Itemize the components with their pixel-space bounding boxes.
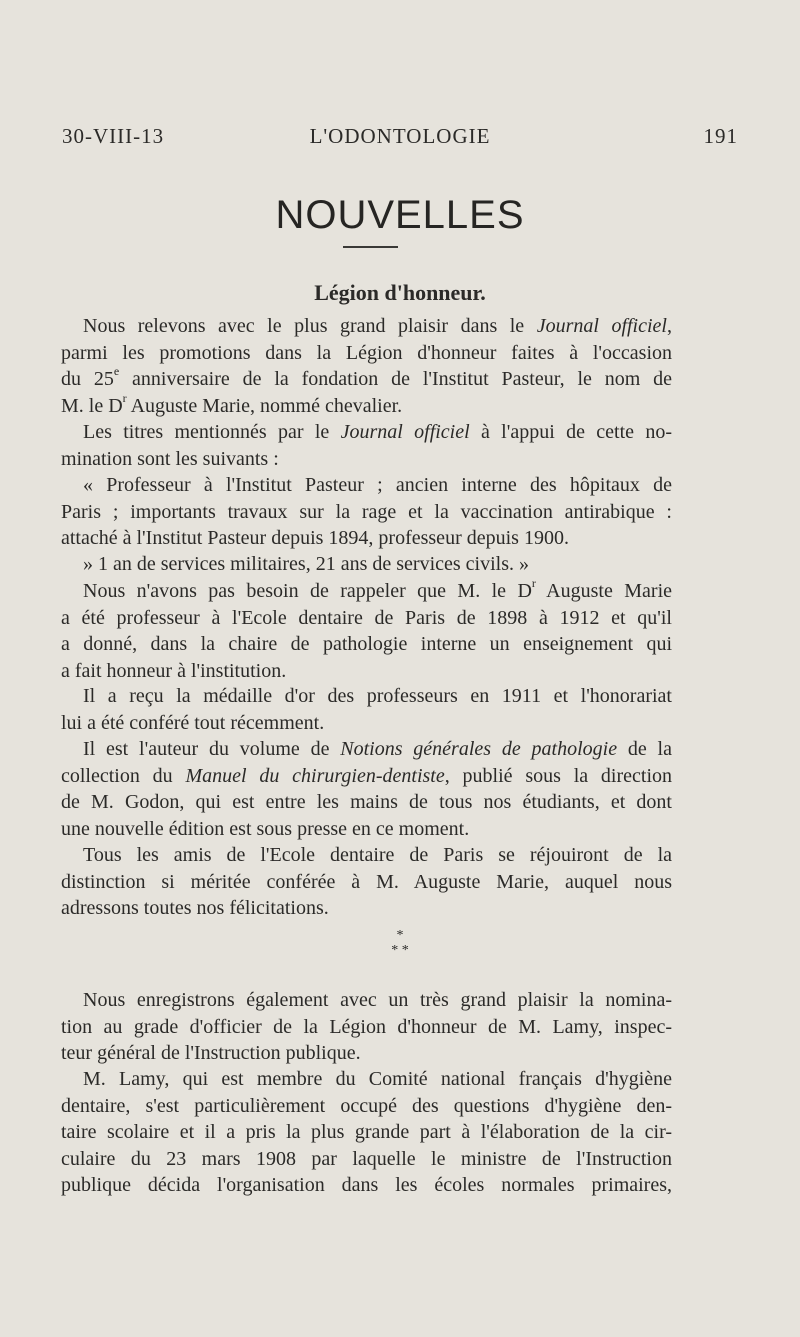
text-line: a fait honneur à l'institution.: [61, 659, 287, 682]
text-line: mination sont les suivants :: [61, 447, 279, 470]
text-line: une nouvelle édition est sous presse en ce moment.: [61, 817, 470, 840]
text-line: » 1 an de services militaires, 21 ans de services civils. »: [83, 553, 529, 575]
text-line: M. Lamy, qui est membre du Comité national français d'hygiène: [83, 1068, 672, 1090]
text-line: a été professeur à l'Ecole dentaire de Paris de 1898 à 1912 et qu'il: [61, 606, 672, 629]
text-line: Les titres mentionnés par le Journal officiel à l'appui de cette no-: [83, 421, 672, 443]
page-number: 191: [703, 124, 738, 148]
book-title: Notions générales de pathologie: [340, 738, 618, 760]
separator-stars-bottom: * *: [391, 943, 409, 958]
text-line: attaché à l'Institut Pasteur depuis 1894, professeur depuis 1900.: [61, 527, 569, 549]
text-line: Paris ; importants travaux sur la rage et la vaccination antirabique :: [61, 500, 672, 523]
text-line: Il est l'auteur du volume de Notions générales de pathologie de la: [83, 738, 672, 760]
paragraph-4-quote: [61, 551, 672, 578]
text-line: publique décida l'organisation dans les écoles normales primaires,: [61, 1174, 672, 1196]
journal-reference: Journal officiel: [536, 315, 667, 337]
text-line: tion au grade d'officier de la Légion d'honneur de M. Lamy, inspec-: [61, 1015, 672, 1038]
running-header: [62, 124, 738, 154]
text-line: teur général de l'Instruction publique.: [61, 1042, 361, 1064]
text-line: dentaire, s'est particulièrement occupé des questions d'hygiène den-: [61, 1094, 672, 1117]
section-separator: [0, 928, 800, 958]
paragraph-10: [61, 1066, 672, 1199]
text-line: Tous les amis de l'Ecole dentaire de Paris se réjouiront de la: [83, 844, 672, 866]
text-line: a donné, dans la chaire de pathologie interne un enseignement qui: [61, 633, 672, 655]
text-line: de M. Godon, qui est entre les mains de tous nos étudiants, et dont: [61, 791, 672, 813]
text-line: culaire du 23 mars 1908 par laquelle le ministre de l'Instruction: [61, 1147, 672, 1170]
text-line: Il a reçu la médaille d'or des professeurs en 1911 et l'honorariat: [83, 685, 672, 707]
text-line: M. le $D^r$ Auguste Marie, nommé chevalier.: [61, 390, 403, 417]
article-subtitle: Légion d'honneur.: [314, 280, 486, 305]
journal-reference: Journal officiel: [340, 421, 470, 443]
paragraph-7: [61, 736, 672, 842]
paragraph-3-quote: [61, 472, 672, 552]
text-line: taire scolaire et il a pris la plus grande part à l'élaboration de la cir-: [61, 1121, 672, 1143]
book-title: Manuel du chirurgien-dentiste: [185, 764, 445, 787]
text-line: collection du Manuel du chirurgien-dentiste, publié sous la direction: [61, 764, 673, 787]
text-line: lui a été conféré tout récemment.: [61, 711, 325, 734]
text-line: parmi les promotions dans la Légion d'honneur faites à l'occasion: [61, 341, 672, 364]
title-rule: [343, 246, 398, 248]
text-line: distinction si méritée conférée à M. Auguste Marie, auquel nous: [61, 870, 672, 893]
text-line: « Professeur à l'Institut Pasteur ; ancien interne des hôpitaux de: [83, 474, 672, 496]
paragraph-5: [61, 578, 672, 684]
paragraph-8: [61, 842, 672, 922]
section-title: NOUVELLES: [275, 193, 525, 237]
paragraph-1: [61, 313, 672, 419]
paragraph-9: [61, 987, 672, 1067]
paragraph-6: [61, 683, 672, 736]
text-line: Nous relevons avec le plus grand plaisir dans le Journal officiel,: [83, 315, 672, 337]
separator-star-top: *: [396, 928, 404, 943]
text-line: adressons toutes nos félicitations.: [61, 897, 329, 919]
text-line: Nous enregistrons également avec un très grand plaisir la nomina-: [83, 989, 672, 1011]
header-journal-title: L'ODONTOLOGIE: [309, 124, 491, 148]
text-line: Nous n'avons pas besoin de rappeler que M. le $D^r$ Auguste Marie: [83, 576, 672, 602]
paragraph-2: [61, 419, 672, 472]
text-line: du 25e anniversaire de la fondation de l'Institut Pasteur, le nom de: [61, 364, 673, 390]
header-date: 30-VIII-13: [62, 124, 165, 148]
